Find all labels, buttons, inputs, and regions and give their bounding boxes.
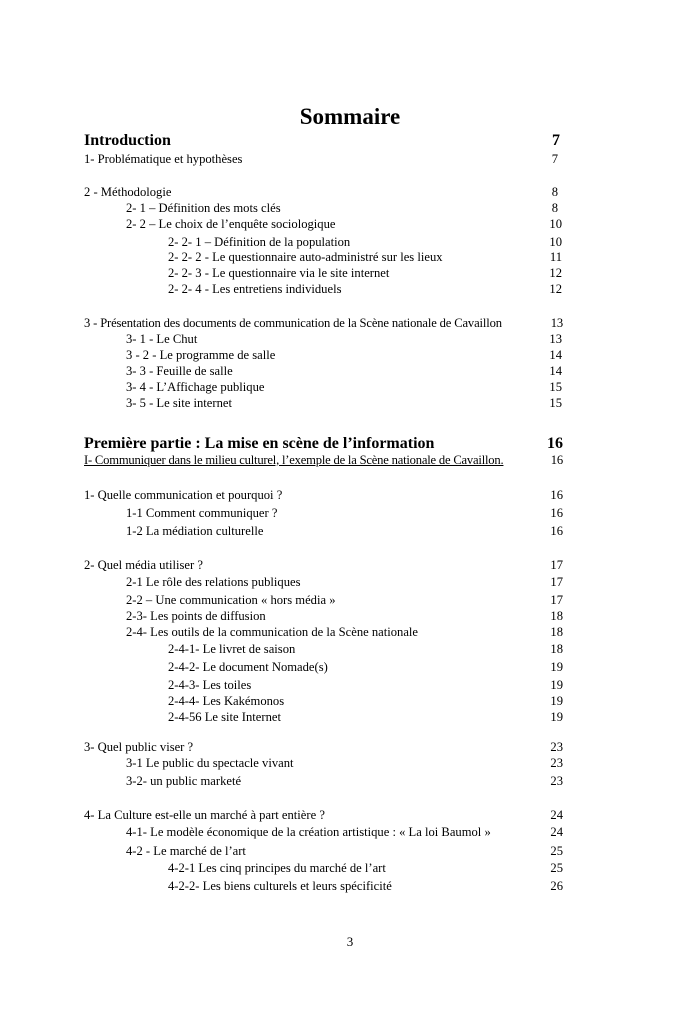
toc-entry-text: 3-1 Le public du spectacle vivant: [126, 756, 294, 770]
toc-entry-text: 4-2-1 Les cinq principes du marché de l’art: [168, 861, 386, 875]
toc-entry: [84, 150, 558, 168]
toc-entry-page: 24: [550, 808, 563, 822]
toc-entry: [84, 556, 563, 574]
page-number: 3: [346, 934, 354, 949]
toc-entry-text: 2-4-1- Le livret de saison: [168, 642, 296, 656]
toc-entry-text: 3 - Présentation des documents de communication de la Scène nationale de Cavaillon: [84, 316, 502, 330]
toc-entry-text: 2- 1 – Définition des mots clés: [126, 201, 281, 215]
toc-entry-text: 2-4-2- Le document Nomade(s): [168, 660, 328, 674]
toc-entry-text: 2-2 – Une communication « hors média »: [126, 593, 336, 607]
toc-entry-text: 1- Problématique et hypothèses: [84, 152, 243, 166]
toc-entry-text: 3- 3 - Feuille de salle: [126, 364, 233, 378]
toc-entry-page: 18: [550, 609, 563, 623]
toc-entry-page: 16: [550, 524, 563, 538]
toc-entry-page: 15: [549, 380, 562, 394]
toc-entry-text: I- Communiquer dans le milieu culturel, l’exemple de la Scène nationale de Cavaillon.: [84, 453, 504, 467]
toc-entry-text: 3- 5 - Le site internet: [126, 396, 232, 410]
toc-entry-page: 7: [552, 132, 560, 149]
toc-entry-text: 2- 2- 2 - Le questionnaire auto-administré sur les lieux: [168, 250, 443, 264]
toc-entry-page: 14: [549, 364, 562, 378]
toc-entry-page: 24: [550, 825, 563, 839]
toc-entry-page: 25: [550, 844, 563, 858]
toc-entry: [126, 504, 563, 522]
toc-entry: [168, 280, 562, 298]
toc-entry-text: 2-3- Les points de diffusion: [126, 609, 266, 623]
toc-entry-text: 2 - Méthodologie: [84, 185, 172, 199]
toc-entry-text: 2- 2- 4 - Les entretiens individuels: [168, 282, 342, 296]
toc-entry-page: 19: [550, 710, 563, 724]
toc-entry-text: 2- 2 – Le choix de l’enquête sociologique: [126, 217, 336, 231]
toc-entry-text: 2-4-56 Le site Internet: [168, 710, 281, 724]
toc-entry: [84, 451, 563, 469]
toc-entry: [84, 806, 563, 824]
toc-entry-text: 4- La Culture est-elle un marché à part entière ?: [84, 808, 325, 822]
toc-entry-page: 11: [549, 250, 562, 264]
toc-entry-page: 17: [550, 558, 563, 572]
toc-entry-page: 17: [550, 575, 563, 589]
toc-entry-page: 23: [550, 774, 563, 788]
toc-entry-page: 13: [549, 332, 562, 346]
toc-entry-text: 2-1 Le rôle des relations publiques: [126, 575, 301, 589]
toc-entry-page: 25: [550, 861, 563, 875]
toc-entry-page: 16: [547, 435, 563, 452]
toc-entry-page: 12: [549, 282, 562, 296]
toc-entry-page: 17: [550, 593, 563, 607]
toc-entry: [126, 754, 563, 772]
toc-entry-text: 1-2 La médiation culturelle: [126, 524, 264, 538]
toc-entry-page: 23: [550, 756, 563, 770]
toc-entry-text: 2- Quel média utiliser ?: [84, 558, 203, 572]
toc-entry: [126, 623, 563, 641]
toc-entry-page: 8: [551, 185, 558, 199]
toc-entry-text: Introduction: [84, 132, 171, 149]
toc-entry-text: 4-2-2- Les biens culturels et leurs spécificité: [168, 879, 392, 893]
toc-entry-text: 1- Quelle communication et pourquoi ?: [84, 488, 283, 502]
toc-entry: [126, 394, 562, 412]
toc-entry: [168, 658, 563, 676]
toc-entry-page: 18: [550, 642, 563, 656]
toc-entry-page: 13: [550, 316, 563, 330]
toc-entry-text: 2-4-4- Les Kakémonos: [168, 694, 285, 708]
toc-entry: [84, 486, 563, 504]
toc-entry-page: 14: [549, 348, 562, 362]
page-title: Sommaire: [299, 104, 401, 129]
toc-entry-page: 16: [550, 506, 563, 520]
toc-entry-text: 4-2 - Le marché de l’art: [126, 844, 246, 858]
toc-entry-text: 3- Quel public viser ?: [84, 740, 194, 754]
toc-entry-page: 15: [549, 396, 562, 410]
toc-entry-text: 2- 2- 3 - Le questionnaire via le site internet: [168, 266, 390, 280]
toc-entry: [126, 823, 563, 841]
toc-entry: [126, 772, 563, 790]
toc-entry: [168, 708, 563, 726]
toc-entry: [126, 842, 563, 860]
toc-entry-text: 3- 4 - L’Affichage publique: [126, 380, 265, 394]
toc-entry-text: 3 - 2 - Le programme de salle: [126, 348, 276, 362]
toc-entry: [168, 877, 563, 895]
toc-entry-text: 1-1 Comment communiquer ?: [126, 506, 278, 520]
toc-entry: [126, 573, 563, 591]
toc-entry-page: 18: [550, 625, 563, 639]
toc-entry-page: 10: [549, 235, 562, 249]
toc-entry-page: 10: [549, 217, 562, 231]
toc-entry-page: 19: [550, 694, 563, 708]
toc-entry-text: 3-2- un public marketé: [126, 774, 242, 788]
toc-entry: [168, 859, 563, 877]
toc-entry-page: 7: [551, 152, 558, 166]
toc-entry-page: 19: [550, 678, 563, 692]
toc-entry-page: 19: [550, 660, 563, 674]
toc-entry-text: Première partie : La mise en scène de l’information: [84, 435, 435, 452]
toc-heading-introduction: [84, 131, 560, 151]
toc-entry-page: 16: [550, 453, 563, 467]
toc-entry-text: 3- 1 - Le Chut: [126, 332, 198, 346]
toc-entry: [126, 522, 563, 540]
toc-entry: [168, 640, 563, 658]
toc-entry-text: 2- 2- 1 – Définition de la population: [168, 235, 351, 249]
toc-entry-page: 12: [549, 266, 562, 280]
toc-entry-text: 4-1- Le modèle économique de la création artistique : « La loi Baumol »: [126, 825, 491, 839]
toc-entry-page: 16: [550, 488, 563, 502]
toc-entry-text: 2-4-3- Les toiles: [168, 678, 252, 692]
toc-entry-page: 8: [551, 201, 558, 215]
toc-entry-page: 23: [550, 740, 563, 754]
toc-entry-page: 26: [550, 879, 563, 893]
toc-entry-text: 2-4- Les outils de la communication de la Scène nationale: [126, 625, 419, 639]
toc-entry: [126, 215, 562, 233]
